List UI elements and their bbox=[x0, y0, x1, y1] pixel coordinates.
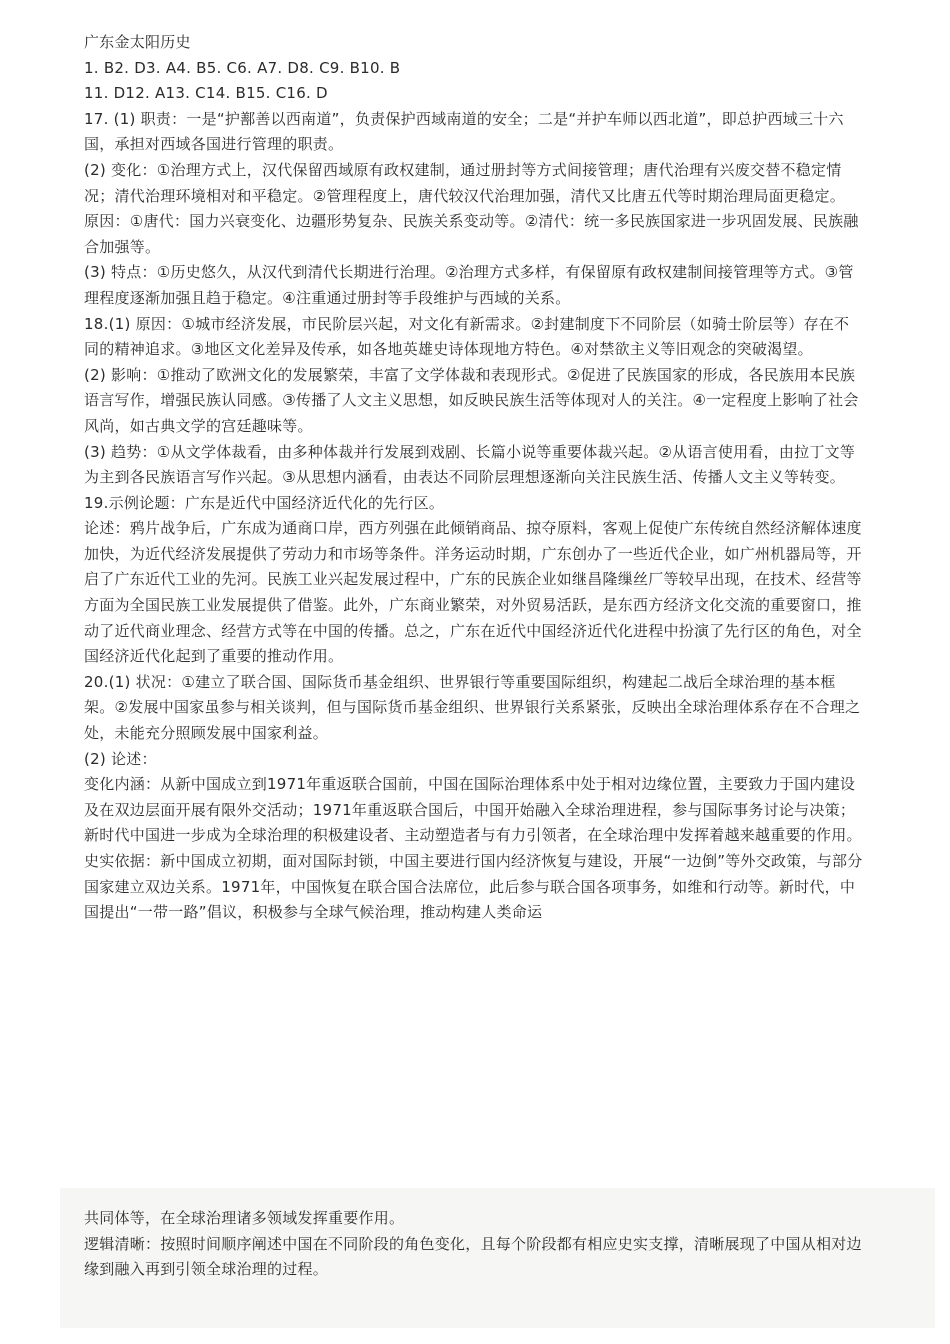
page-tail-content bbox=[84, 1206, 864, 1283]
q20-connotation: 变化内涵：从新中国成立到1971年重返联合国前，中国在国际治理体系中处于相对边缘位置，主要致力于国内建设及在双边层面开展有限外交活动；1971年重返联合国后，中国开始融入全球治理进程，参与国际事务讨论与决策；新时代中国进一步成为全球治理的积极建设者、主动塑造者与有力引领者，在全球治理中发挥着越来越重要的作用。 bbox=[84, 775, 862, 845]
q18-influence: (2) 影响：①推动了欧洲文化的发展繁荣，丰富了文学体裁和表现形式。②促进了民族国家的形成，各民族用本民族语言写作，增强民族认同感。③传播了人文主义思想，如反映民族生活等体现对人的关注。④一定程度上影响了社会风尚，如古典文学的宫廷趣味等。 bbox=[84, 365, 859, 435]
answer-key-line-1: 1. B2. D3. A4. B5. C6. A7. D8. C9. B10. B bbox=[84, 58, 401, 77]
q20-evidence-continued: 共同体等，在全球治理诸多领域发挥重要作用。 bbox=[84, 1209, 405, 1227]
q20-discuss-heading: (2) 论述： bbox=[84, 749, 157, 768]
q17-reason: 原因：①唐代：国力兴衰变化、边疆形势复杂、民族关系变动等。②清代：统一多民族国家进一步巩固发展、民族融合加强等。 bbox=[84, 212, 859, 256]
q17-change: (2) 变化：①治理方式上，汉代保留西域原有政权建制，通过册封等方式间接管理；唐代治理有兴废交替不稳定情况；清代治理环境相对和平稳定。②管理程度上，唐代较汉代治理加强，清代又比唐五代等时期治理局面更稳定。 bbox=[84, 160, 845, 205]
q20-logic: 逻辑清晰：按照时间顺序阐述中国在不同阶段的角色变化，且每个阶段都有相应史实支撑，清晰展现了中国从相对边缘到融入再到引领全球治理的过程。 bbox=[84, 1234, 862, 1279]
page-header: 广东金太阳历史 bbox=[84, 33, 191, 51]
q17-duties: 17. (1) 职责：一是“护鄯善以西南道”，负责保护西域南道的安全；二是“并护车师以西北道”，即总护西域三十六国，承担对西域各国进行管理的职责。 bbox=[84, 109, 844, 154]
q18-reason: 18.(1) 原因：①城市经济发展，市民阶层兴起，对文化有新需求。②封建制度下不同阶层（如骑士阶层等）存在不同的精神追求。③地区文化差异及传承，如各地英雄史诗体现地方特色。④对禁欲主义等旧观念的突破渴望。 bbox=[84, 314, 850, 359]
q20-status: 20.(1) 状况：①建立了联合国、国际货币基金组织、世界银行等重要国际组织，构建起二战后全球治理的基本框架。②发展中国家虽参与相关谈判，但与国际货币基金组织、世界银行关系紧张，反映出全球治理体系存在不合理之处，未能充分照顾发展中国家利益。 bbox=[84, 672, 861, 743]
answer-content bbox=[84, 30, 864, 926]
q18-trend: (3) 趋势：①从文学体裁看，由多种体裁并行发展到戏剧、长篇小说等重要体裁兴起。②从语言使用看，由拉丁文等为主到各民族语言写作兴起。③从思想内涵看，由表达不同阶层理想逐渐向关注民族生活、传播人文主义等转变。 bbox=[84, 442, 856, 487]
q19-topic: 19.示例论题：广东是近代中国经济近代化的先行区。 bbox=[84, 493, 445, 512]
q19-argument: 论述：鸦片战争后，广东成为通商口岸，西方列强在此倾销商品、掠夺原料，客观上促使广东传统自然经济解体速度加快，为近代经济发展提供了劳动力和市场等条件。洋务运动时期，广东创办了一些近代企业，如广州机器局等，开启了广东近代工业的先河。民族工业兴起发展过程中，广东的民族企业如继昌隆缫丝厂等较早出现，在技术、经营等方面为全国民族工业发展提供了借鉴。此外，广东商业繁荣，对外贸易活跃，是东西方经济文化交流的重要窗口，推动了近代商业理念、经营方式等在中国的传播。总之，广东在近代中国经济近代化进程中扮演了先行区的角色，对全国经济近代化起到了重要的推动作用。 bbox=[84, 519, 862, 666]
q17-features: (3) 特点：①历史悠久，从汉代到清代长期进行治理。②治理方式多样，有保留原有政权建制间接管理等方式。③管理程度逐渐加强且趋于稳定。④注重通过册封等手段维护与西域的关系。 bbox=[84, 263, 854, 307]
answer-key-line-2: 11. D12. A13. C14. B15. C16. D bbox=[84, 84, 328, 103]
q20-evidence: 史实依据：新中国成立初期，面对国际封锁，中国主要进行国内经济恢复与建设，开展“一边倒”等外交政策，与部分国家建立双边关系。1971年，中国恢复在联合国合法席位，此后参与联合国各项事务，如维和行动等。新时代，中国提出“一带一路”倡议，积极参与全球气候治理，推动构建人类命运 bbox=[84, 852, 863, 922]
